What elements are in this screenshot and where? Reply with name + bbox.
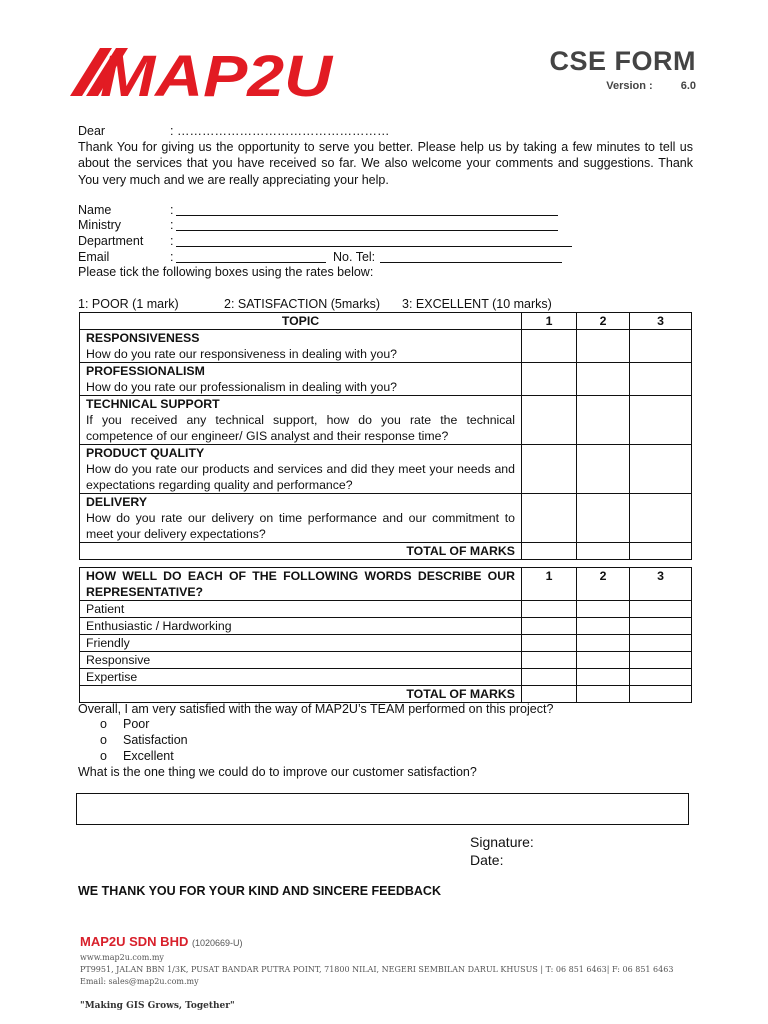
company-address: PT9951, JALAN BBN 1/3K, PUSAT BANDAR PUTRA POINT, 71800 NILAI, NEGERI SEMBILAN DARUL KHUSUS | T: 06 851 6463| F: 06 851 6463	[80, 965, 674, 974]
representative-table	[79, 567, 692, 703]
tel-label: No. Tel:	[333, 250, 376, 264]
date-label: Date:	[470, 852, 504, 868]
rating-cell-1[interactable]	[522, 330, 577, 363]
rating-cell-3[interactable]	[630, 363, 692, 396]
rating-cell-1[interactable]	[522, 494, 577, 543]
word-cell: Expertise	[80, 669, 522, 686]
rating-cell-2[interactable]	[577, 363, 630, 396]
colon: :	[170, 234, 174, 248]
rating-cell-3[interactable]	[630, 445, 692, 494]
total-label: TOTAL OF MARKS	[80, 686, 522, 703]
rating-cell-2[interactable]	[577, 396, 630, 445]
table-row	[80, 363, 692, 396]
table-row	[80, 652, 692, 669]
topic-question: How do you rate our professionalism in dealing with you?	[86, 380, 398, 394]
topic-title: DELIVERY	[86, 495, 148, 509]
col-header-2: 2	[577, 568, 630, 601]
topic-question: How do you rate our responsiveness in dealing with you?	[86, 347, 398, 361]
overall-statement: Overall, I am very satisfied with the way of MAP2U’s TEAM performed on this project?	[78, 702, 554, 716]
total-cell-3[interactable]	[630, 686, 692, 703]
rate-excellent: 3: EXCELLENT (10 marks)	[402, 297, 552, 311]
total-row	[80, 686, 692, 703]
rating-cell-3[interactable]	[630, 652, 692, 669]
table-row	[80, 635, 692, 652]
department-line[interactable]	[176, 246, 572, 247]
rating-cell-1[interactable]	[522, 601, 577, 618]
word-cell: Enthusiastic / Hardworking	[80, 618, 522, 635]
name-label: Name	[78, 203, 112, 217]
rating-cell-1[interactable]	[522, 618, 577, 635]
rating-cell-1[interactable]	[522, 396, 577, 445]
rating-cell-1[interactable]	[522, 363, 577, 396]
rating-cell-2[interactable]	[577, 618, 630, 635]
topic-cell	[80, 363, 522, 396]
tel-line[interactable]	[380, 262, 562, 263]
total-cell-1[interactable]	[522, 543, 577, 560]
rating-cell-2[interactable]	[577, 652, 630, 669]
col-header-1: 1	[522, 313, 577, 330]
rates-legend	[78, 297, 638, 312]
topic-title: TECHNICAL SUPPORT	[86, 397, 220, 411]
topic-header: TOPIC	[80, 313, 522, 330]
registration-number: (1020669-U)	[191, 938, 243, 948]
total-cell-2[interactable]	[577, 686, 630, 703]
ministry-field[interactable]	[78, 218, 558, 233]
table-row	[80, 601, 692, 618]
ministry-label: Ministry	[78, 218, 122, 232]
dear-label: Dear	[78, 124, 106, 138]
signature-block	[470, 833, 534, 869]
table-row	[80, 494, 692, 543]
ministry-line[interactable]	[176, 230, 558, 231]
total-cell-1[interactable]	[522, 686, 577, 703]
colon: :	[170, 218, 174, 232]
colon: :	[170, 250, 174, 264]
table-row	[80, 330, 692, 363]
version-info	[606, 80, 696, 92]
logo-text: MAP2U	[100, 46, 335, 102]
topic-cell	[80, 494, 522, 543]
company-label: MAP2U SDN BHD	[80, 934, 189, 949]
email-line[interactable]	[176, 262, 326, 263]
rating-cell-2[interactable]	[577, 669, 630, 686]
rating-cell-3[interactable]	[630, 635, 692, 652]
rating-cell-1[interactable]	[522, 445, 577, 494]
version-value: 6.0	[680, 80, 696, 92]
topic-question: If you received any technical support, how do you rate the technical competence of our engineer/ GIS analyst and their response time?	[86, 413, 515, 443]
col-header-3: 3	[630, 568, 692, 601]
company-email[interactable]: Email: sales@map2u.com.my	[80, 977, 199, 986]
rating-table	[79, 312, 692, 560]
rating-cell-2[interactable]	[577, 445, 630, 494]
rating-cell-3[interactable]	[630, 601, 692, 618]
company-name	[80, 934, 243, 949]
representative-header: HOW WELL DO EACH OF THE FOLLOWING WORDS DESCRIBE OUR REPRESENTATIVE?	[80, 568, 522, 601]
radio-circle-icon[interactable]: o	[100, 749, 107, 763]
rate-satisfaction: 2: SATISFACTION (5marks)	[224, 297, 381, 311]
intro-paragraph: Thank You for giving us the opportunity to serve you better. Please help us by taking a few minutes to tell us about the services that you have received so far. We also welcome your comments and suggestions. Thank You very much and we are really appreciating your help.	[78, 140, 693, 187]
table-row	[80, 445, 692, 494]
name-line[interactable]	[176, 215, 558, 216]
topic-title: RESPONSIVENESS	[86, 331, 200, 345]
name-field[interactable]	[78, 203, 558, 218]
rating-cell-3[interactable]	[630, 618, 692, 635]
rating-cell-1[interactable]	[522, 652, 577, 669]
website-link[interactable]: www.map2u.com.my	[80, 953, 164, 962]
improvement-answer-box[interactable]	[76, 793, 689, 825]
table-header-row	[80, 313, 692, 330]
topic-title: PROFESSIONALISM	[86, 364, 205, 378]
col-header-3: 3	[630, 313, 692, 330]
email-field[interactable]	[78, 250, 568, 265]
rating-cell-2[interactable]	[577, 635, 630, 652]
table-row	[80, 396, 692, 445]
topic-cell	[80, 396, 522, 445]
rating-cell-2[interactable]	[577, 601, 630, 618]
improve-question: What is the one thing we could do to improve our customer satisfaction?	[78, 765, 477, 779]
total-cell-2[interactable]	[577, 543, 630, 560]
total-cell-3[interactable]	[630, 543, 692, 560]
version-label: Version :	[606, 80, 653, 92]
instructions: Please tick the following boxes using the rates below:	[78, 265, 374, 279]
signature-label: Signature:	[470, 834, 534, 850]
rating-cell-2[interactable]	[577, 330, 630, 363]
department-label: Department	[78, 234, 144, 248]
company-logo	[70, 46, 335, 102]
option-label: Excellent	[123, 749, 174, 763]
rating-cell-1[interactable]	[522, 635, 577, 652]
dear-line	[78, 124, 390, 138]
option-label: Poor	[123, 717, 150, 731]
company-motto: "Making GIS Grows, Together"	[80, 1001, 235, 1011]
form-title: CSE FORM	[549, 46, 696, 76]
rating-cell-3[interactable]	[630, 669, 692, 686]
table-header-row	[80, 568, 692, 601]
email-label: Email	[78, 250, 110, 264]
option-satisfaction[interactable]	[100, 733, 220, 748]
total-row	[80, 543, 692, 560]
rating-cell-1[interactable]	[522, 669, 577, 686]
option-poor[interactable]	[100, 717, 220, 732]
rating-cell-3[interactable]	[630, 396, 692, 445]
topic-cell	[80, 445, 522, 494]
option-excellent[interactable]	[100, 749, 220, 764]
thanks-message: WE THANK YOU FOR YOUR KIND AND SINCERE FEEDBACK	[78, 884, 441, 898]
table-row	[80, 669, 692, 686]
radio-circle-icon[interactable]: o	[100, 733, 107, 747]
total-label: TOTAL OF MARKS	[80, 543, 522, 560]
topic-question: How do you rate our delivery on time performance and our commitment to meet your delivery expectations?	[86, 511, 515, 541]
table-row	[80, 618, 692, 635]
rating-cell-3[interactable]	[630, 330, 692, 363]
rating-cell-2[interactable]	[577, 494, 630, 543]
colon: :	[170, 203, 174, 217]
rating-cell-3[interactable]	[630, 494, 692, 543]
word-cell: Friendly	[80, 635, 522, 652]
radio-circle-icon[interactable]: o	[100, 717, 107, 731]
word-cell: Responsive	[80, 652, 522, 669]
option-label: Satisfaction	[123, 733, 188, 747]
rate-poor: 1: POOR (1 mark)	[78, 297, 179, 311]
topic-cell	[80, 330, 522, 363]
topic-question: How do you rate our products and services and did they meet your needs and expectations regarding quality and performance?	[86, 462, 515, 492]
dear-blank[interactable]: : ……………………………………………	[170, 124, 390, 138]
word-cell: Patient	[80, 601, 522, 618]
col-header-1: 1	[522, 568, 577, 601]
topic-title: PRODUCT QUALITY	[86, 446, 205, 460]
col-header-2: 2	[577, 313, 630, 330]
department-field[interactable]	[78, 234, 578, 249]
